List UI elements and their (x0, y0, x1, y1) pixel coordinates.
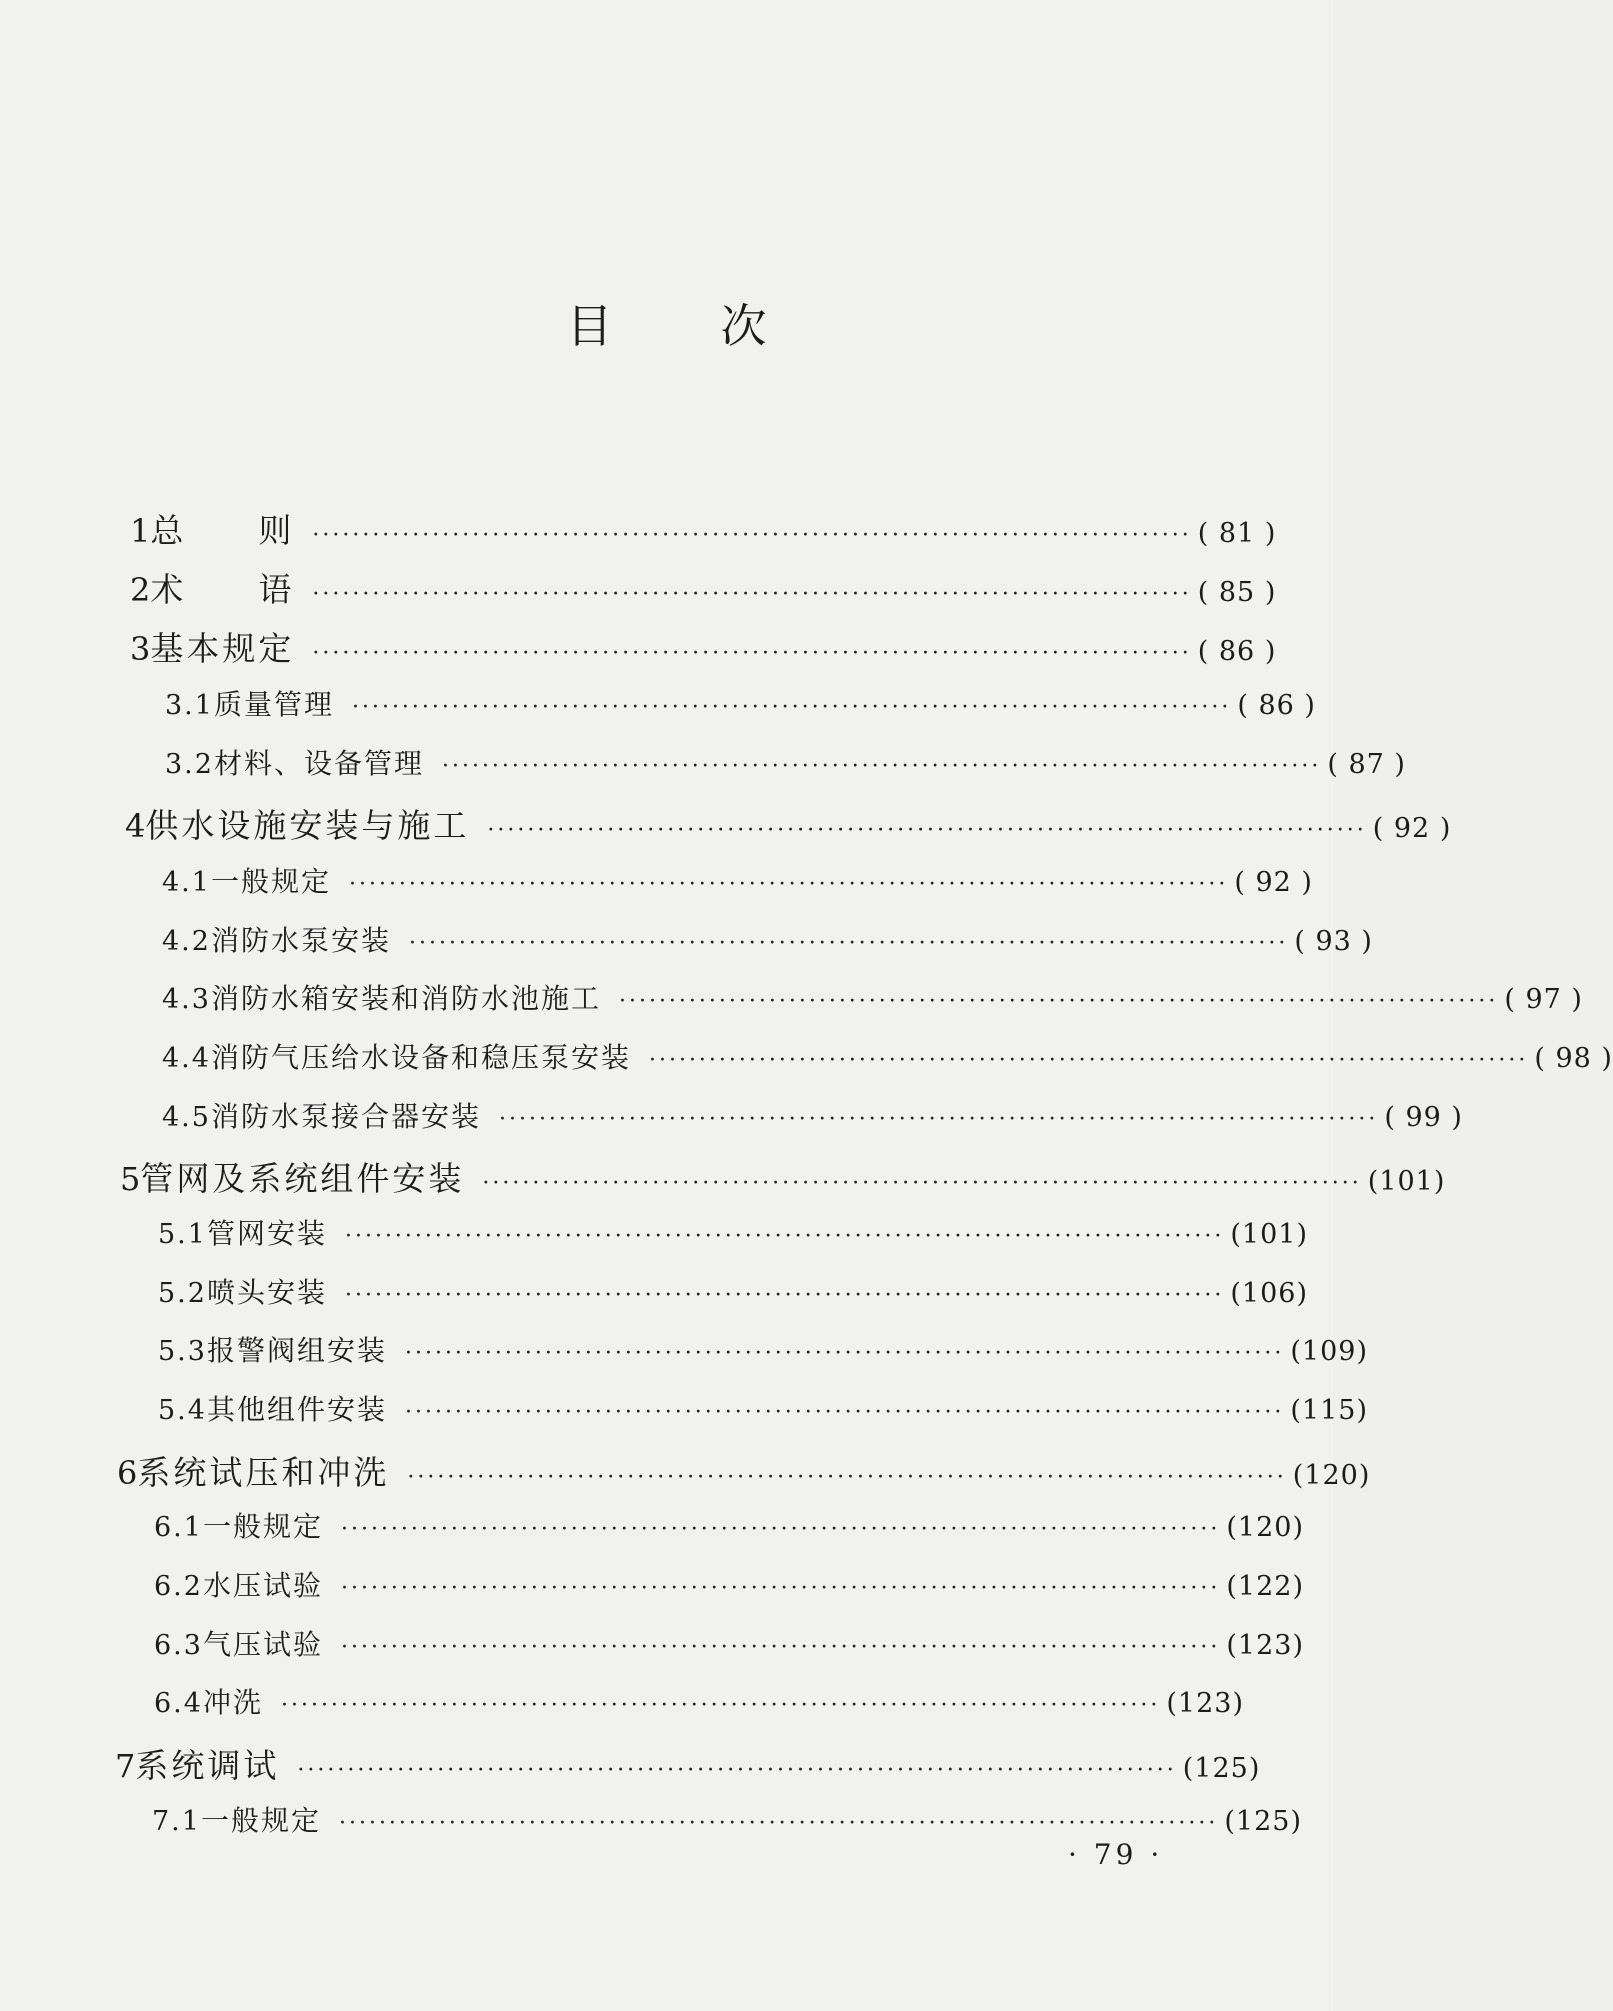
toc-entry-5-3[interactable] (158, 1329, 1368, 1377)
toc-page-ref: ( 92 ) (1372, 813, 1452, 844)
toc-number: 3 (130, 630, 151, 668)
toc-label: 一般规定 (200, 1804, 321, 1837)
toc-leader: ························································································ (340, 1635, 1221, 1660)
toc-leader: ························································································ (408, 931, 1289, 956)
toc-entry-4[interactable] (125, 800, 1452, 848)
toc-label: 喷头安装 (206, 1276, 327, 1309)
toc-entry-7[interactable] (115, 1740, 1261, 1788)
toc-number: 6.1 (154, 1512, 203, 1543)
toc-entry-6-4[interactable] (154, 1681, 1244, 1729)
toc-number: 4.2 (162, 926, 211, 957)
toc-label: 水压试验 (202, 1569, 323, 1602)
toc-entry-4-1[interactable] (162, 860, 1313, 908)
toc-number: 1 (130, 512, 151, 550)
toc-label: 管网及系统组件安装 (140, 1159, 465, 1198)
toc-page-ref: (122) (1226, 1571, 1304, 1602)
toc-leader: ························································································ (344, 1224, 1225, 1249)
toc-label: 消防气压给水设备和稳压泵安装 (210, 1041, 631, 1074)
toc-label: 其他组件安装 (206, 1393, 387, 1426)
toc-leader: ························································································ (297, 1758, 1177, 1783)
toc-page-ref: (125) (1182, 1753, 1261, 1784)
toc-page-ref: ( 81 ) (1197, 518, 1277, 549)
toc-number: 6.2 (154, 1571, 203, 1602)
toc-entry-4-4[interactable] (162, 1036, 1613, 1084)
title-char-2: 次 (720, 299, 767, 353)
toc-entry-6-1[interactable] (154, 1505, 1304, 1553)
toc-number: 2 (130, 571, 151, 609)
toc-leader: ························································································ (338, 1811, 1219, 1836)
toc-leader: ························································································ (312, 523, 1192, 548)
toc-entry-7-1[interactable] (152, 1799, 1302, 1847)
toc-number: 3.2 (165, 749, 214, 780)
toc-leader: ························································································ (407, 1465, 1287, 1490)
toc-number: 4.3 (162, 984, 211, 1015)
page-number: · 79 · (1068, 1838, 1164, 1871)
toc-number: 4.5 (162, 1102, 211, 1133)
toc-entry-4-3[interactable] (162, 977, 1583, 1025)
toc-entry-5-1[interactable] (158, 1212, 1308, 1260)
toc-page-ref: (120) (1292, 1460, 1371, 1491)
toc-leader: ························································································ (312, 641, 1192, 666)
toc-page-ref: ( 87 ) (1327, 749, 1406, 780)
toc-page-ref: ( 97 ) (1504, 984, 1583, 1015)
toc-page-ref: ( 86 ) (1237, 690, 1316, 721)
toc-leader: ························································································ (441, 754, 1322, 779)
toc-leader: ························································································ (344, 1283, 1225, 1308)
toc-label: 质量管理 (213, 688, 334, 721)
toc-entry-3-2[interactable] (165, 742, 1406, 790)
toc-label: 管网安装 (206, 1217, 327, 1250)
toc-page-ref: ( 92 ) (1234, 867, 1313, 898)
toc-label: 系统试压和冲洗 (137, 1453, 390, 1492)
toc-number: 6 (117, 1454, 138, 1492)
toc-leader: ························································································ (312, 582, 1192, 607)
toc-page-ref: (115) (1290, 1395, 1368, 1426)
toc-label: 一般规定 (202, 1510, 323, 1543)
toc-number: 3.1 (165, 690, 214, 721)
toc-entry-5-2[interactable] (158, 1271, 1308, 1319)
toc-label: 系统调试 (135, 1746, 280, 1785)
toc-number: 5.3 (158, 1336, 207, 1367)
toc-entry-5[interactable] (120, 1153, 1446, 1201)
toc-page-ref: (101) (1367, 1166, 1446, 1197)
toc-leader: ························································································ (348, 872, 1229, 897)
toc-label: 气压试验 (202, 1628, 323, 1661)
toc-page-ref: ( 93 ) (1294, 926, 1373, 957)
toc-number: 4.4 (162, 1043, 211, 1074)
toc-leader: ························································································ (340, 1517, 1221, 1542)
title-char-1: 目 (566, 299, 613, 353)
toc-leader: ························································································ (280, 1693, 1161, 1718)
toc-label: 报警阀组安装 (206, 1334, 387, 1367)
toc-leader: ························································································ (487, 818, 1367, 843)
toc-number: 6.4 (154, 1688, 203, 1719)
toc-number: 5 (120, 1160, 141, 1198)
toc-label: 一般规定 (210, 865, 331, 898)
toc-page-ref: ( 99 ) (1384, 1102, 1463, 1133)
toc-label: 消防水箱安装和消防水池施工 (210, 982, 601, 1015)
toc-page-ref: (101) (1230, 1219, 1308, 1250)
toc-number: 5.2 (158, 1278, 207, 1309)
toc-leader: ························································································ (648, 1048, 1529, 1073)
toc-page-ref: ( 98 ) (1534, 1043, 1613, 1074)
toc-number: 4.1 (162, 867, 211, 898)
toc-leader: ························································································ (340, 1576, 1221, 1601)
toc-entry-5-4[interactable] (158, 1388, 1368, 1436)
toc-label: 消防水泵接合器安装 (210, 1100, 481, 1133)
toc-label: 基本规定 (150, 629, 295, 668)
toc-page-ref: (120) (1226, 1512, 1304, 1543)
toc-number: 5.1 (158, 1219, 207, 1250)
toc-page-ref: ( 85 ) (1197, 577, 1277, 608)
toc-entry-4-2[interactable] (162, 919, 1373, 967)
toc-page-ref: (125) (1224, 1806, 1302, 1837)
toc-page-ref: (109) (1290, 1336, 1368, 1367)
toc-leader: ························································································ (404, 1400, 1285, 1425)
toc-entry-3-1[interactable] (165, 683, 1316, 731)
page-title (0, 290, 1333, 356)
toc-label: 总 则 (150, 511, 295, 550)
toc-page-ref: (123) (1226, 1630, 1304, 1661)
toc-number: 6.3 (154, 1630, 203, 1661)
toc-number: 7.1 (152, 1806, 201, 1837)
toc-number: 7 (115, 1747, 136, 1785)
toc-entry-6[interactable] (117, 1447, 1371, 1495)
toc-leader: ························································································ (404, 1341, 1285, 1366)
toc-entry-1[interactable] (130, 505, 1277, 553)
toc-entry-6-3[interactable] (154, 1623, 1304, 1671)
toc-leader: ························································································ (498, 1107, 1379, 1132)
toc-number: 4 (125, 807, 146, 845)
toc-label: 材料、设备管理 (213, 747, 424, 780)
toc-entry-6-2[interactable] (154, 1564, 1304, 1612)
toc-number: 5.4 (158, 1395, 207, 1426)
toc-entry-4-5[interactable] (162, 1095, 1463, 1143)
toc-leader: ························································································ (351, 695, 1232, 720)
toc-leader: ························································································ (482, 1171, 1362, 1196)
toc-entry-3[interactable] (130, 623, 1277, 671)
toc-leader: ························································································ (618, 989, 1499, 1014)
toc-page-ref: ( 86 ) (1197, 636, 1277, 667)
toc-page-ref: (123) (1166, 1688, 1244, 1719)
toc-label: 供水设施安装与施工 (145, 806, 470, 845)
toc-label: 消防水泵安装 (210, 924, 391, 957)
toc-entry-2[interactable] (130, 564, 1277, 612)
toc-label: 冲洗 (202, 1686, 263, 1719)
toc-label: 术 语 (150, 570, 295, 609)
toc-page-ref: (106) (1230, 1278, 1308, 1309)
